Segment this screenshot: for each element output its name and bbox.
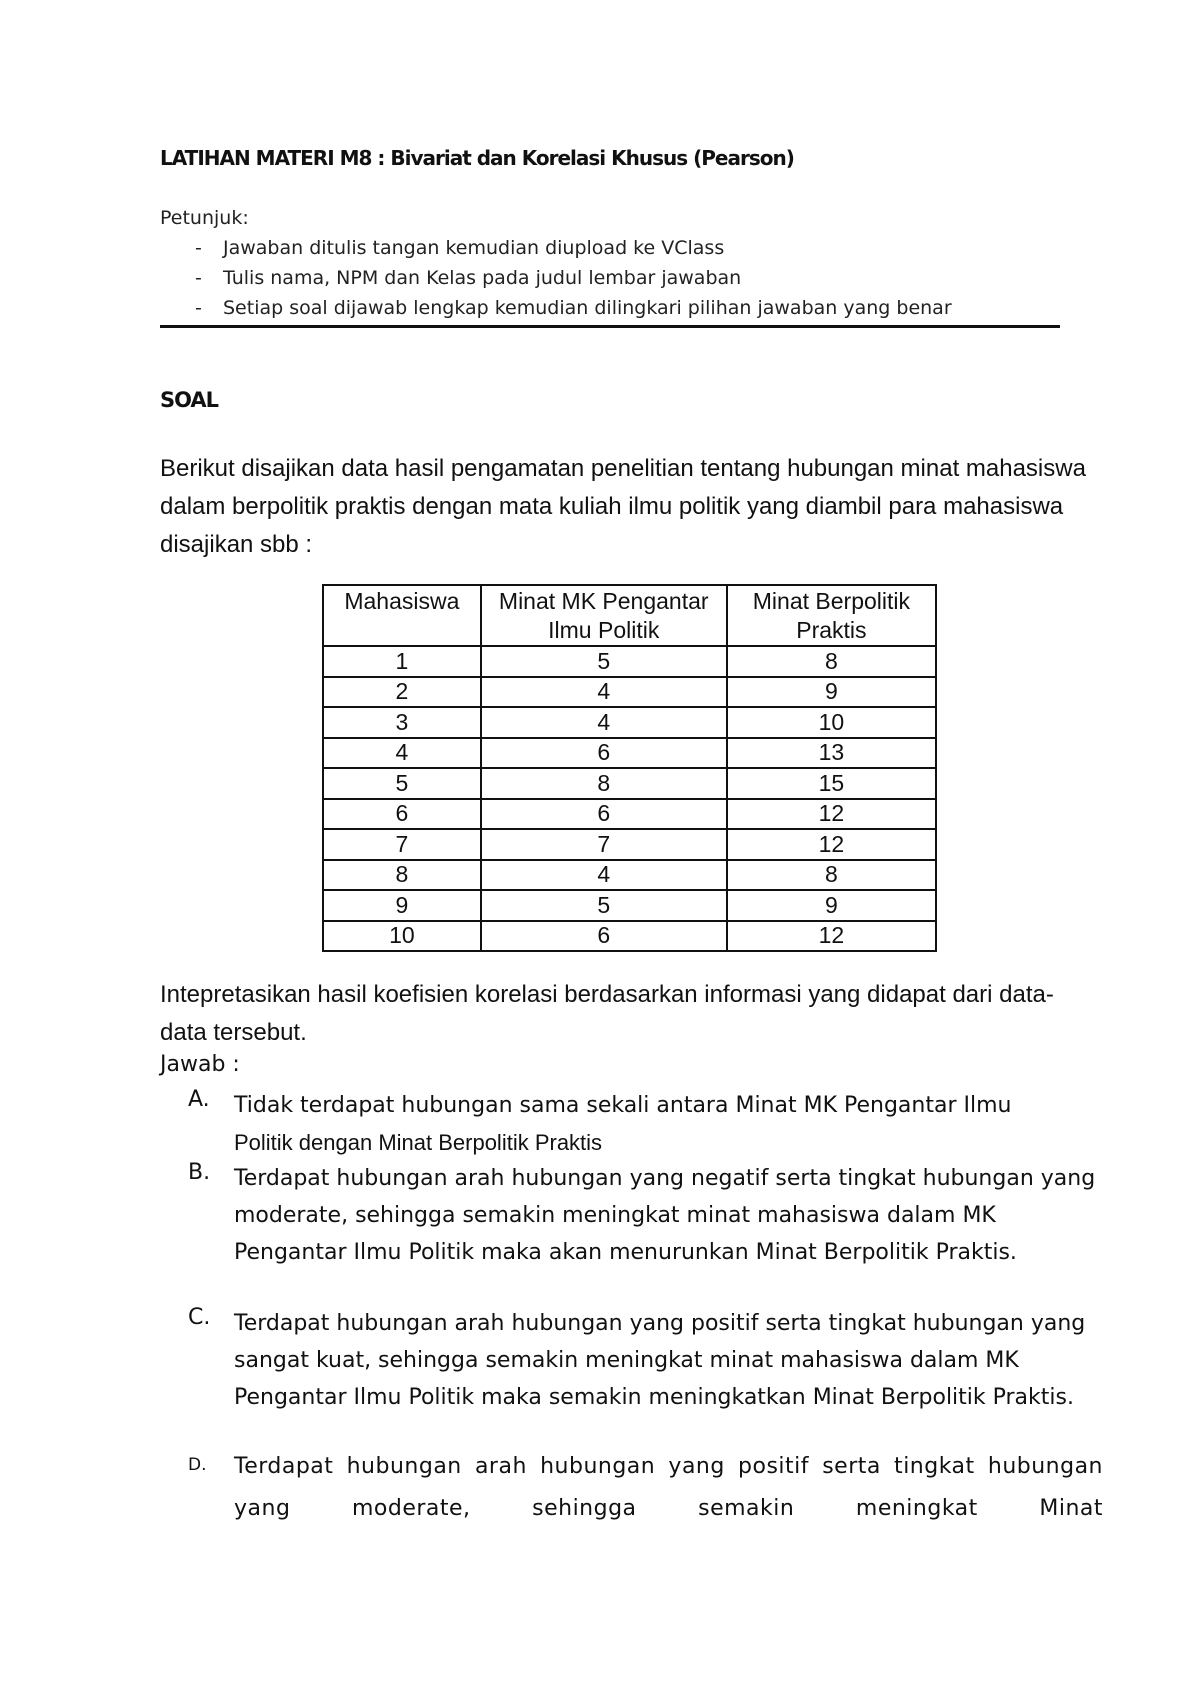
table-row <box>323 768 936 799</box>
bullet-dash: - <box>195 297 202 319</box>
option-text <box>234 1087 1103 1161</box>
table-cell: 12 <box>727 799 936 830</box>
table-cell: 8 <box>727 860 936 891</box>
table-cell: 6 <box>323 799 481 830</box>
table-cell: 12 <box>727 829 936 860</box>
header-line: Mahasiswa <box>344 588 460 614</box>
table-cell: 10 <box>323 921 481 952</box>
table-cell: 3 <box>323 707 481 738</box>
table-cell: 4 <box>481 707 727 738</box>
instruction-text: Jawaban ditulis tangan kemudian diupload ke VClass <box>223 237 725 259</box>
option-line: Tidak terdapat hubungan sama sekali antara Minat MK Pengantar Ilmu <box>234 1093 1012 1118</box>
table-cell: 4 <box>481 860 727 891</box>
option-letter: D. <box>188 1455 207 1475</box>
table-cell: 5 <box>481 646 727 677</box>
table-cell: 9 <box>323 890 481 921</box>
option-text: Terdapat hubungan arah hubungan yang negatif serta tingkat hubungan yang moderate, sehingga semakin meningkat minat mahasiswa dalam MK Pengantar Ilmu Politik maka akan menurunkan Minat Berpolitik Praktis. <box>234 1166 1096 1265</box>
table-row <box>323 829 936 860</box>
table-cell: 8 <box>481 768 727 799</box>
table-cell: 5 <box>323 768 481 799</box>
table-cell: 9 <box>727 677 936 708</box>
option-letter: A. <box>188 1087 210 1112</box>
table-cell: 7 <box>323 829 481 860</box>
table-cell: 13 <box>727 738 936 769</box>
header-line: Minat Berpolitik <box>752 588 910 614</box>
table-cell: 12 <box>727 921 936 952</box>
table-cell: 2 <box>323 677 481 708</box>
option-line: Politik dengan Minat Berpolitik Praktis <box>234 1130 603 1155</box>
table-cell: 1 <box>323 646 481 677</box>
table-cell: 8 <box>727 646 936 677</box>
bullet-dash: - <box>195 237 202 259</box>
table-cell: 5 <box>481 890 727 921</box>
table-cell: 6 <box>481 799 727 830</box>
table-cell: 8 <box>323 860 481 891</box>
header-line: Minat MK Pengantar <box>498 588 709 614</box>
option-letter: B. <box>188 1160 211 1185</box>
header-line: Ilmu Politik <box>548 617 660 643</box>
intro-paragraph: Berikut disajikan data hasil pengamatan penelitian tentang hubungan minat mahasiswa dalam berpolitik praktis dengan mata kuliah ilmu politik yang diambil para mahasiswa disajikan sbb : <box>160 455 1086 558</box>
table-row <box>323 646 936 677</box>
instruction-text: Tulis nama, NPM dan Kelas pada judul lembar jawaban <box>223 267 742 289</box>
table-body <box>323 646 936 951</box>
horizontal-divider <box>160 325 1060 328</box>
petunjuk-label: Petunjuk: <box>160 207 249 229</box>
instruction-text: Setiap soal dijawab lengkap kemudian dilingkari pilihan jawaban yang benar <box>223 297 952 319</box>
header-mahasiswa <box>323 585 481 646</box>
document-title: LATIHAN MATERI M8 : Bivariat dan Korelasi Khusus (Pearson) <box>160 146 794 170</box>
table-cell: 7 <box>481 829 727 860</box>
header-minat-mk <box>481 585 727 646</box>
header-minat-berpolitik <box>727 585 936 646</box>
table-cell: 6 <box>481 738 727 769</box>
table-row <box>323 890 936 921</box>
data-table <box>322 584 937 952</box>
option-text: Terdapat hubungan arah hubungan yang positif serta tingkat hubungan yang sangat kuat, sehingga semakin meningkat minat mahasiswa dalam MK Pengantar Ilmu Politik maka semakin meningkatkan Minat Berpolitik Praktis. <box>234 1311 1086 1410</box>
table-row <box>323 799 936 830</box>
table-cell: 4 <box>481 677 727 708</box>
table-cell: 6 <box>481 921 727 952</box>
table-row <box>323 707 936 738</box>
table-cell: 9 <box>727 890 936 921</box>
table-row <box>323 738 936 769</box>
soal-heading: SOAL <box>160 388 219 412</box>
bullet-dash: - <box>195 267 202 289</box>
option-letter: C. <box>188 1305 211 1330</box>
question-text: Intepretasikan hasil koefisien korelasi berdasarkan informasi yang didapat dari data-data tersebut. <box>160 981 1054 1046</box>
table-cell: 4 <box>323 738 481 769</box>
table-header-row <box>323 585 936 646</box>
table-row <box>323 921 936 952</box>
option-text: Terdapat hubungan arah hubungan yang positif serta tingkat hubungan yang moderate, sehingga semakin meningkat Minat <box>234 1454 1103 1521</box>
table-cell: 15 <box>727 768 936 799</box>
table-row <box>323 860 936 891</box>
jawab-label: Jawab : <box>160 1052 240 1077</box>
header-line: Praktis <box>796 617 867 643</box>
table-cell: 10 <box>727 707 936 738</box>
table-row <box>323 677 936 708</box>
